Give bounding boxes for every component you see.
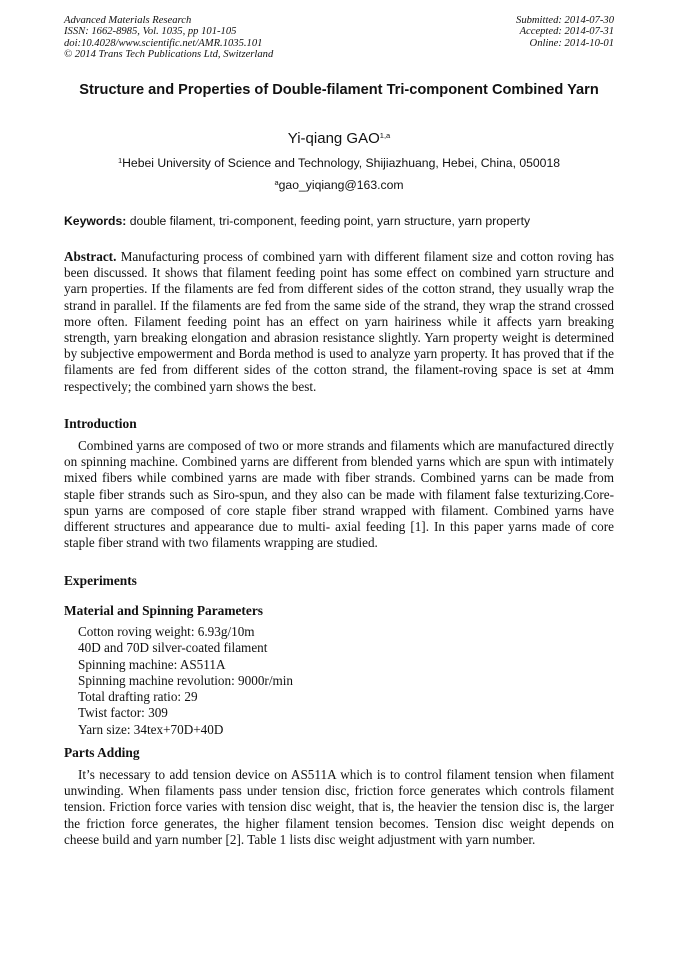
affiliation-line bbox=[64, 156, 614, 171]
list-item: Spinning machine revolution: 9000r/min bbox=[78, 672, 294, 688]
submitted-date: Submitted: 2014-07-30 bbox=[516, 15, 614, 26]
list-item: 40D and 70D silver-coated filament bbox=[78, 640, 268, 656]
email-line bbox=[64, 178, 614, 193]
list-item: Spinning machine: AS511A bbox=[78, 656, 226, 672]
keywords-label: Keywords: bbox=[64, 214, 127, 228]
journal-info bbox=[64, 15, 273, 61]
issn-line: ISSN: 1662-8985, Vol. 1035, pp 101-105 bbox=[64, 26, 237, 38]
affiliation-superscript: 1 bbox=[117, 156, 123, 165]
abstract-text: Manufacturing process of combined yarn with different filament size and cotton roving has been discussed. It shows that filament feeding point has some effect on combined yarn structure and yarn properties. If the filaments are fed from different sides of the cotton strand, they usually wrap the strand in parallel. If the filaments are fed from the same side of the strand, they wrap the strand crossed more often. Filament feeding point has an effect on yarn hairiness while it affects yarn breaking strength, yarn breaking elongation and abrasion resistance slightly. Yarn property weight is determined by subjective empowerment and Borda method is used to analyze yarn property. It has proved that if the filaments are fed from different sides of the cotton strand, the filament-roving space is set at 4mm respectively; the combined yarn shows the best. bbox=[64, 249, 614, 394]
abstract-label: Abstract. bbox=[64, 249, 117, 264]
copyright-line: © 2014 Trans Tech Publications Ltd, Switzerland bbox=[64, 49, 274, 61]
parts-paragraph: It’s necessary to add tension device on AS511A which is to control filament tension when filament unwinding. When filaments pass under tension disc, friction force generates which controls filament tension. Friction force varies with tension disc weight, that is, the heavier the tension disc is, the larger the friction force generates, the higher filament tension becomes. Tension disc weight depends on cheese build and yarn number [2]. Table 1 lists disc weight adjustment with yarn number. bbox=[64, 767, 614, 847]
online-date: Online: 2014-10-01 bbox=[529, 37, 614, 49]
author-line bbox=[64, 130, 614, 148]
keywords-text: double filament, tri-component, feeding point, yarn structure, yarn property bbox=[129, 214, 531, 228]
paper-title: Structure and Properties of Double-filament Tri-component Combined Yarn bbox=[79, 82, 599, 98]
journal-name: Advanced Materials Research bbox=[64, 15, 192, 26]
introduction-heading: Introduction bbox=[64, 416, 137, 431]
publication-dates bbox=[516, 15, 614, 49]
abstract-paragraph bbox=[64, 249, 614, 395]
author-name: Yi-qiang GAO bbox=[287, 130, 380, 147]
material-heading: Material and Spinning Parameters bbox=[64, 603, 263, 618]
accepted-date: Accepted: 2014-07-31 bbox=[519, 26, 614, 38]
email-superscript: a bbox=[274, 178, 279, 187]
affiliation-text: Hebei University of Science and Technology, Shijiazhuang, Hebei, China, 050018 bbox=[122, 156, 561, 170]
parts-heading: Parts Adding bbox=[64, 745, 140, 760]
list-item: Twist factor: 309 bbox=[78, 705, 168, 721]
doi-line: doi:10.4028/www.scientific.net/AMR.1035.101 bbox=[64, 37, 263, 49]
list-item: Total drafting ratio: 29 bbox=[78, 689, 198, 705]
introduction-paragraph: Combined yarns are composed of two or more strands and filaments which are manufactured directly on spinning machine. Combined yarns are different from blended yarns which are spun with intimately mixed fibers while combined yarns are made with fiber strands. Combined yarns can be made from staple fiber strands such as Siro-spun, and they also can be made with filament false texturizing.Core-spun yarns are composed of core staple fiber strand wrapped with filament. Combined yarns have different structures and appearance due to multi- axial feeding [1]. In this paper yarns made of core staple fiber strand with two filaments wrapping are studied. bbox=[64, 438, 614, 551]
keywords-line bbox=[64, 214, 614, 229]
author-superscript: 1,a bbox=[379, 131, 391, 140]
email-address: gao_yiqiang@163.com bbox=[278, 178, 404, 192]
parameter-list bbox=[78, 624, 293, 738]
experiments-heading: Experiments bbox=[64, 573, 137, 588]
list-item: Yarn size: 34tex+70D+40D bbox=[78, 721, 224, 737]
list-item: Cotton roving weight: 6.93g/10m bbox=[78, 624, 255, 639]
